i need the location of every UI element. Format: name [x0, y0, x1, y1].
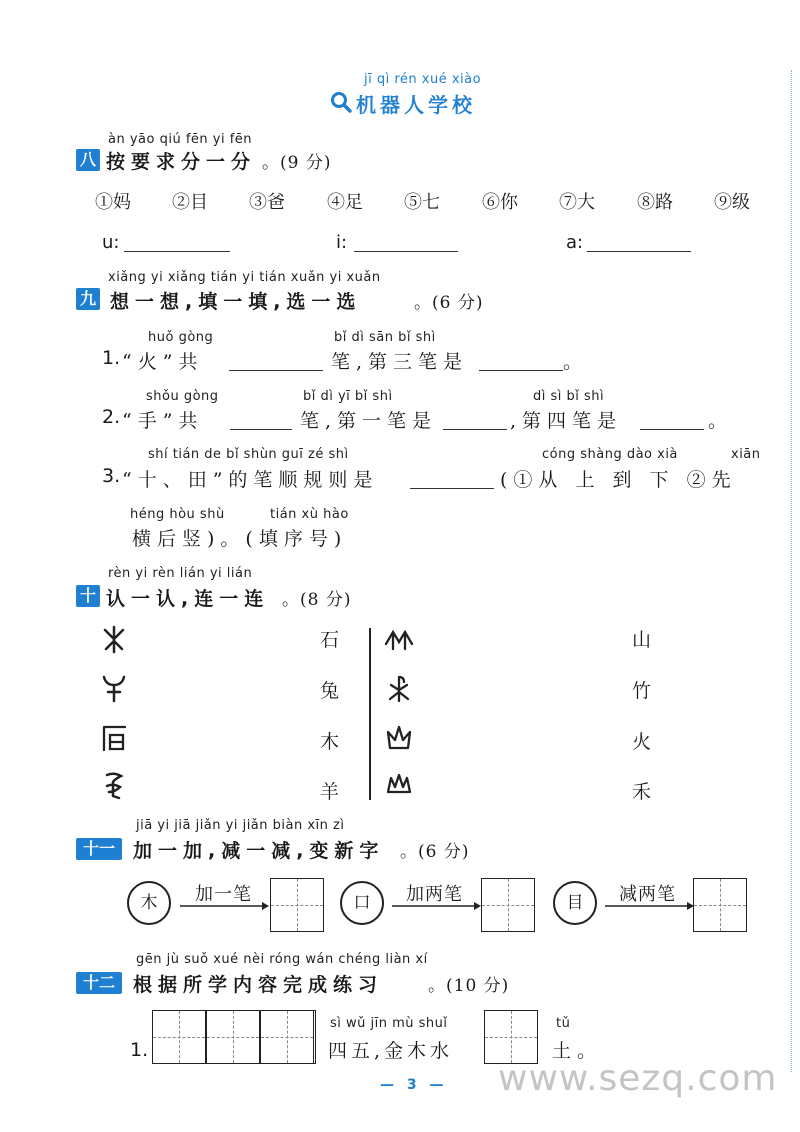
category-i-blank[interactable]	[354, 251, 458, 252]
source-char-2: 口	[340, 881, 384, 925]
operation-3: 减两笔	[619, 884, 676, 905]
q1-blank-third-stroke[interactable]	[479, 370, 563, 371]
section8-score: 。(9 分)	[262, 153, 332, 173]
watermark: www.sezq.com	[498, 1058, 778, 1099]
search-icon	[330, 91, 352, 113]
char-left-2[interactable]: 兔	[320, 680, 346, 702]
char-right-4[interactable]: 禾	[632, 781, 658, 803]
q3-pinyin-a: shí tián de bǐ shùn guī zé shì	[148, 447, 349, 462]
section12-score: 。(10 分)	[428, 976, 510, 996]
q3-pinyin-b: cóng shàng dào xià	[542, 447, 678, 462]
q12-1-pinyin: sì wǔ jīn mù shuǐ	[330, 1016, 448, 1031]
q2-end: 。	[708, 410, 734, 432]
q12-1-text: 四五,金木水	[328, 1040, 454, 1062]
q12-1-box-2[interactable]	[206, 1010, 260, 1064]
q2-blank-strokes[interactable]	[230, 429, 292, 430]
q12-1-box-3[interactable]	[260, 1010, 314, 1064]
answer-box-1[interactable]	[270, 878, 324, 932]
q12-1-number: 1.	[130, 1039, 149, 1061]
section8-badge: 八	[76, 149, 100, 171]
oracle-grain-icon[interactable]	[384, 673, 414, 703]
page-edge-dotted-line	[791, 70, 792, 1072]
arrow-icon	[392, 900, 482, 912]
section8-title: 按要求分一分	[106, 151, 257, 173]
oracle-stone-icon[interactable]	[99, 723, 129, 753]
answer-box-2[interactable]	[481, 878, 535, 932]
section11-badge: 十一	[76, 838, 122, 860]
char-left-3[interactable]: 木	[320, 731, 346, 753]
char-left-4[interactable]: 羊	[320, 781, 346, 803]
q2-pinyin-c: dì sì bǐ shì	[533, 389, 605, 404]
char-right-1[interactable]: 山	[632, 629, 658, 651]
section12-title: 根据所学内容完成练习	[133, 974, 384, 996]
section8-pinyin: àn yāo qiú fēn yi fēn	[108, 132, 253, 147]
q12-1-end: 土。	[552, 1040, 603, 1062]
section11-pinyin: jiā yi jiā jiǎn yi jiǎn biàn xīn zì	[136, 818, 345, 833]
q2-text-a: “手”共	[122, 410, 204, 432]
option-7: ⑦大	[559, 192, 595, 213]
section11-title: 加一加,减一减,变新字	[133, 840, 385, 862]
operation-1: 加一笔	[195, 884, 252, 905]
section12-badge: 十二	[76, 972, 122, 994]
option-9: ⑨级	[714, 192, 750, 213]
q3-pinyin-d: héng hòu shù	[130, 507, 225, 522]
q3-pinyin-c: xiān	[731, 447, 761, 462]
char-right-3[interactable]: 火	[632, 731, 658, 753]
category-a-blank[interactable]	[587, 251, 691, 252]
source-char-3: 目	[553, 881, 597, 925]
q1-blank-strokes[interactable]	[229, 370, 323, 371]
oracle-mountain-icon[interactable]	[384, 770, 414, 800]
q2-blank-fourth-stroke[interactable]	[640, 429, 704, 430]
q12-1-pinyin-end: tǔ	[556, 1016, 571, 1031]
section9-title: 想一想,填一填,选一选	[110, 291, 362, 313]
q1-number: 1.	[102, 347, 121, 369]
q2-number: 2.	[102, 406, 121, 428]
section11-score: 。(6 分)	[400, 842, 470, 862]
category-a-label: a:	[566, 232, 584, 253]
oracle-bamboo-icon[interactable]	[384, 624, 414, 654]
option-5: ⑤七	[404, 192, 440, 213]
q3-number: 3.	[102, 465, 121, 487]
q3-text-b: (①从 上 到 下 ②先	[500, 469, 737, 491]
column-divider	[369, 628, 371, 800]
q1-pinyin-b: bǐ dì sān bǐ shì	[334, 330, 436, 345]
arrow-icon	[180, 900, 270, 912]
q2-pinyin-a: shǒu gòng	[146, 389, 219, 404]
option-6: ⑥你	[482, 192, 518, 213]
answer-box-3[interactable]	[693, 878, 747, 932]
page-number: — 3 —	[380, 1077, 448, 1093]
operation-2: 加两笔	[406, 884, 463, 905]
q12-1-box-edge	[314, 1010, 316, 1064]
char-right-2[interactable]: 竹	[632, 680, 658, 702]
section10-pinyin: rèn yi rèn lián yi lián	[108, 566, 253, 581]
q3-text-c: 横后竖)。(填序号)	[132, 528, 348, 550]
q3-text-a: “十、田”的笔顺规则是	[122, 469, 379, 491]
category-u-blank[interactable]	[124, 251, 230, 252]
section10-title: 认一认,连一连	[106, 588, 270, 610]
header-pinyin: jī qì rén xué xiào	[364, 72, 482, 87]
q2-pinyin-b: bǐ dì yī bǐ shì	[303, 389, 393, 404]
option-2: ②目	[172, 192, 208, 213]
section9-badge: 九	[76, 288, 100, 310]
oracle-fire-icon[interactable]	[384, 723, 414, 753]
q1-text-b: 笔,第三笔是	[331, 351, 469, 373]
option-4: ④足	[327, 192, 363, 213]
category-i-label: i:	[336, 232, 348, 253]
q12-1-box-1[interactable]	[152, 1010, 206, 1064]
option-8: ⑧路	[637, 192, 673, 213]
category-u-label: u:	[102, 232, 120, 253]
q1-pinyin-a: huǒ gòng	[148, 330, 214, 345]
q2-blank-first-stroke[interactable]	[443, 429, 507, 430]
option-3: ③爸	[249, 192, 285, 213]
arrow-icon	[605, 900, 695, 912]
q2-text-c: ,第四笔是	[510, 410, 623, 432]
section9-pinyin: xiǎng yi xiǎng tián yi tián xuǎn yi xuǎn	[108, 270, 381, 285]
oracle-rabbit-icon[interactable]	[99, 770, 129, 800]
char-left-1[interactable]: 石	[320, 629, 346, 651]
q12-1-box-4[interactable]	[484, 1010, 538, 1064]
q3-pinyin-e: tián xù hào	[270, 507, 349, 522]
section10-score: 。(8 分)	[282, 590, 352, 610]
page-title: 机器人学校	[356, 93, 476, 117]
source-char-1: 木	[127, 881, 171, 925]
oracle-tree-icon[interactable]	[99, 624, 129, 654]
section9-score: 。(6 分)	[414, 293, 484, 313]
oracle-sheep-icon[interactable]	[99, 673, 129, 703]
q3-blank[interactable]	[410, 488, 494, 489]
section12-pinyin: gēn jù suǒ xué nèi róng wán chéng liàn xí	[136, 952, 428, 967]
option-1: ①妈	[95, 192, 131, 213]
q1-end: 。	[563, 351, 589, 373]
q2-text-b: 笔,第一笔是	[300, 410, 438, 432]
q1-text-a: “火”共	[122, 351, 204, 373]
section10-badge: 十	[76, 585, 100, 607]
